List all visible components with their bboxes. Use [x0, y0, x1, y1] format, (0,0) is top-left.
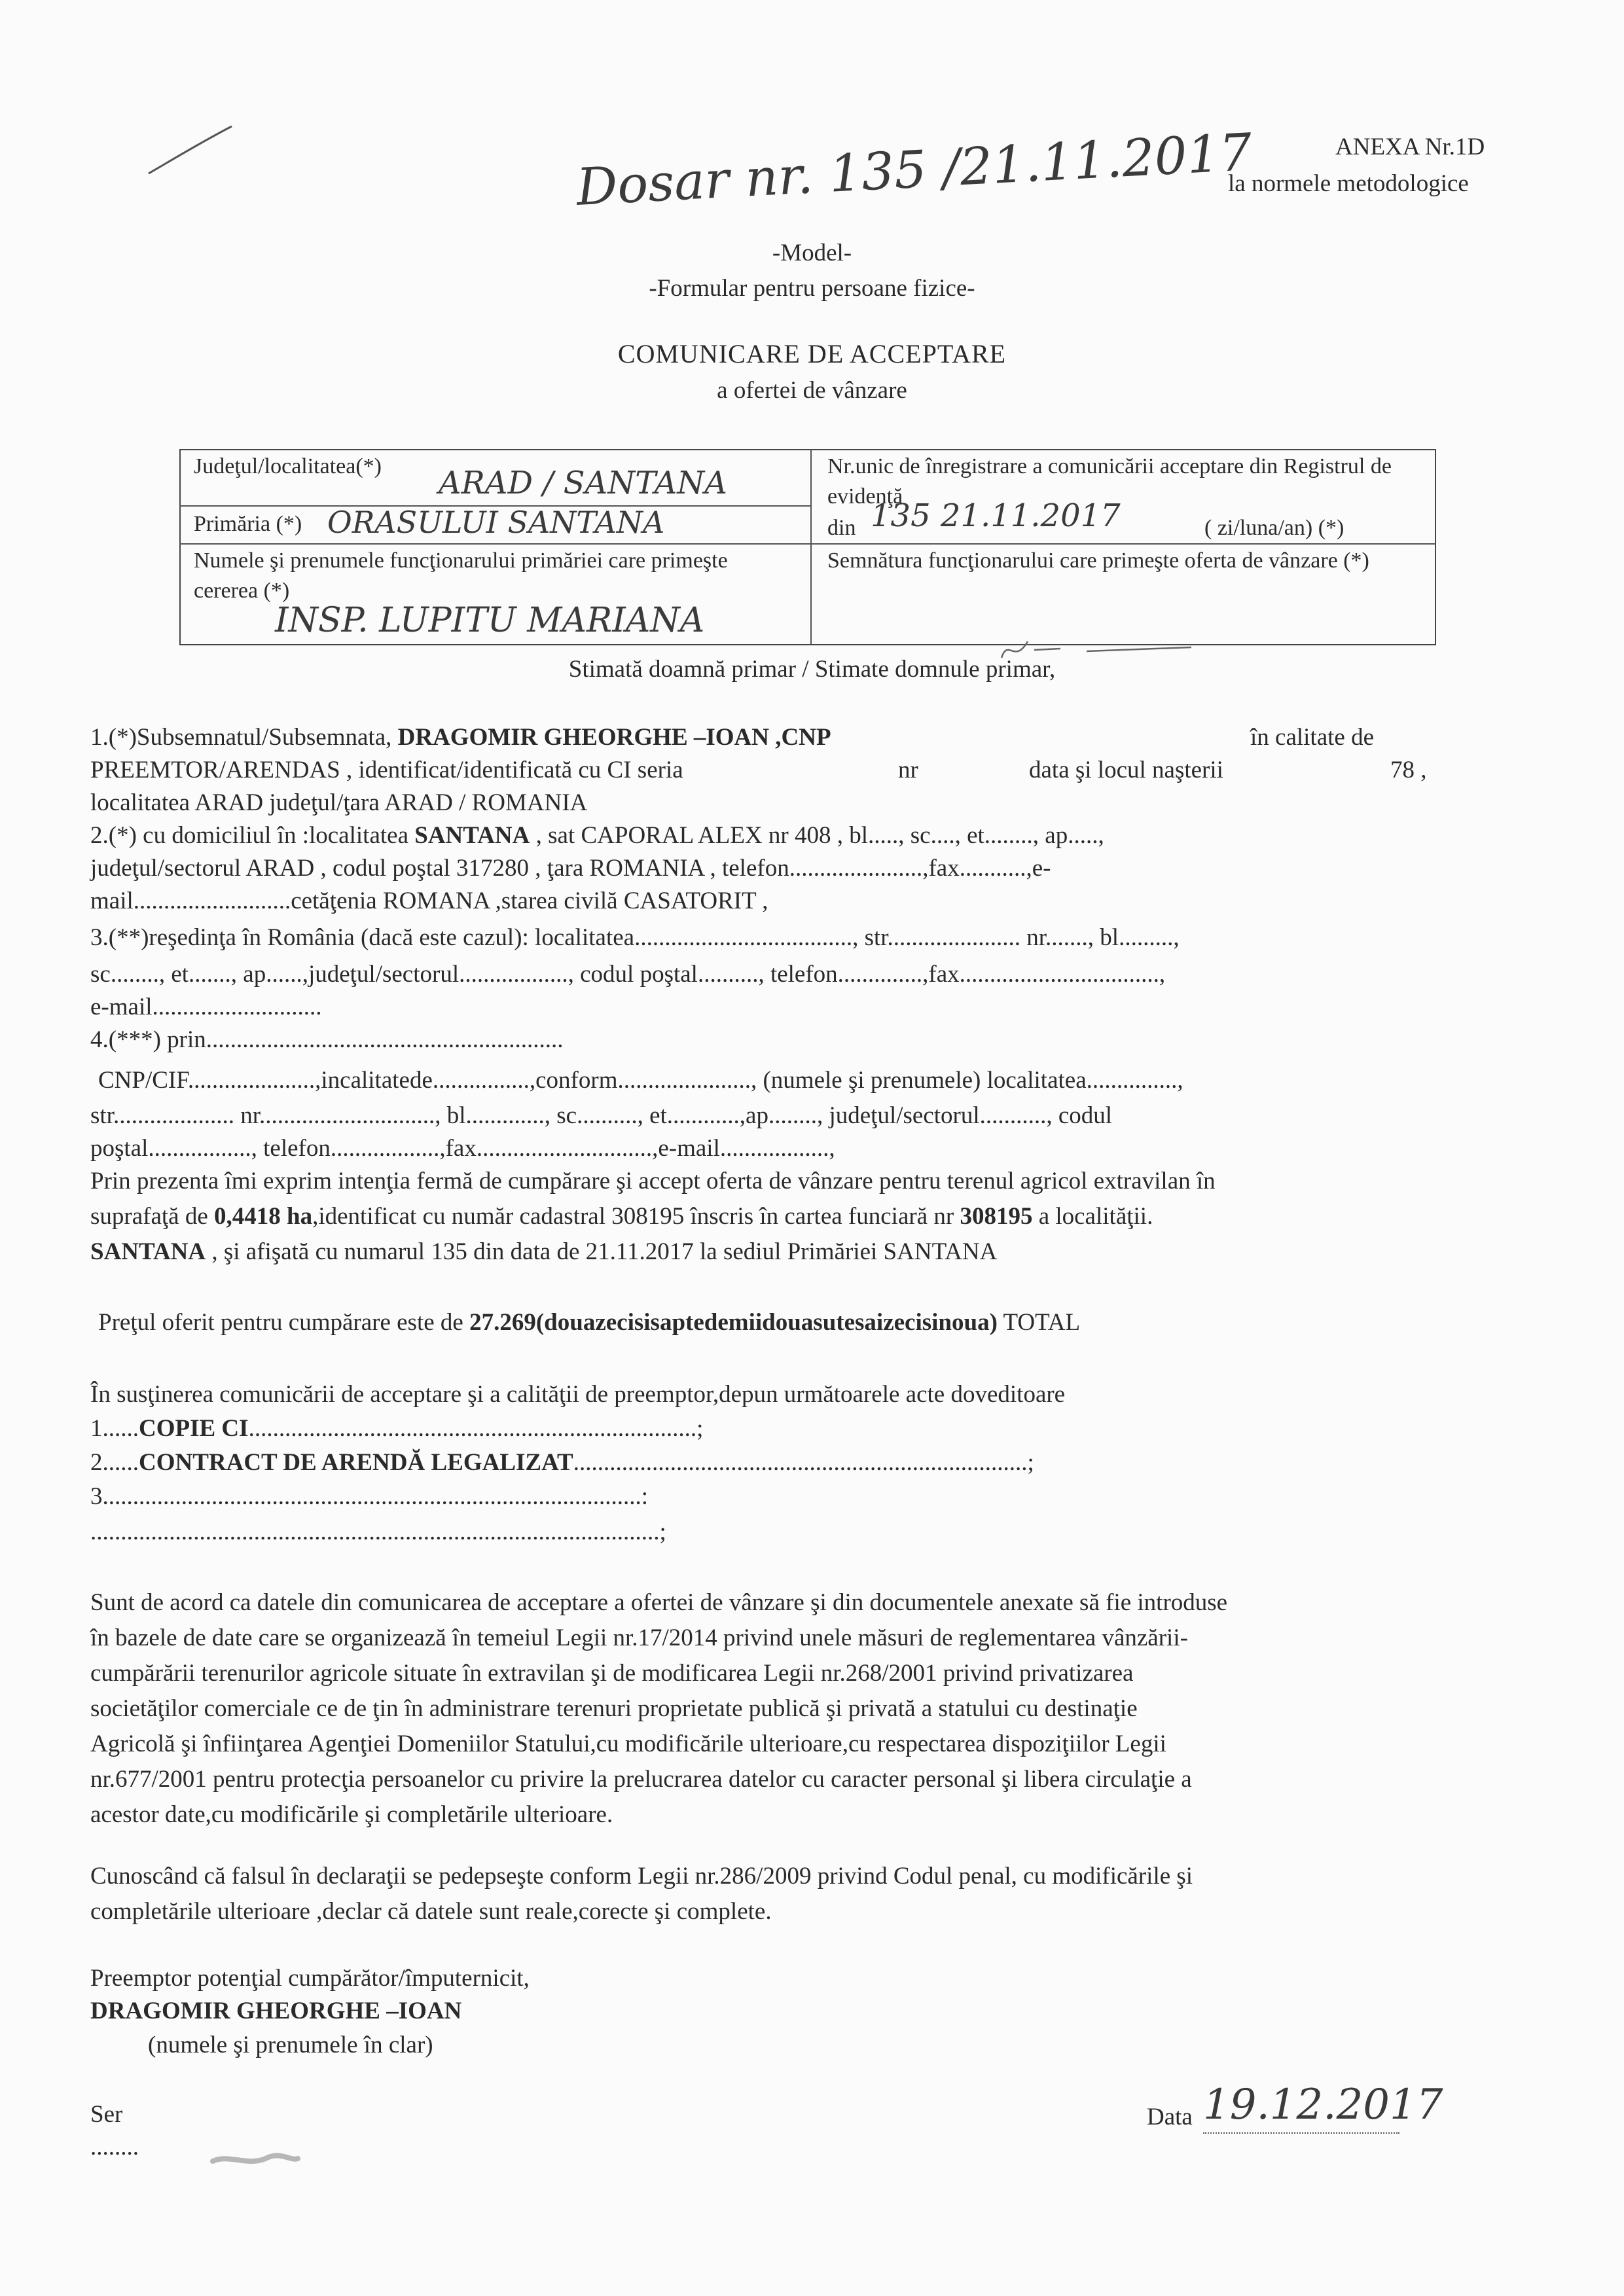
price-line: Preţul oferit pentru cumpărare este de 27.269(douazecisisaptedemiidouasutesaizecisinoua) TOTAL	[98, 1309, 1081, 1336]
fals-line-1: Cunoscând că falsul în declaraţii se pedepseşte conform Legii nr.286/2009 privind Codul penal, cu modificările şi	[90, 1863, 1193, 1890]
annex-title: ANEXA Nr.1D	[1335, 134, 1485, 160]
body-line-10: 4.(***) prin...........................................................	[90, 1026, 564, 1053]
gdpr-line-2: în bazele de date care se organizează în temeiul Legii nr.17/2014 privind unele măsuri de reglementarea vânzării-	[90, 1624, 1188, 1651]
body-line-6: mail..........................cetăţenia ROMANA ,starea civilă CASATORIT ,	[90, 888, 768, 914]
fals-line-2: completările ulterioare ,declar că datele sunt reale,corecte şi complete.	[90, 1898, 772, 1925]
body-line-13: poştal................., telefon..................,fax.............................,e-mail..................,	[90, 1135, 835, 1162]
salutation: Stimată doamnă primar / Stimate domnule primar,	[568, 656, 1056, 683]
document-title: COMUNICARE DE ACCEPTARE	[617, 339, 1007, 368]
body-line-1: 1.(*)Subsemnatul/Subsemnata, DRAGOMIR GHEORGHE –IOAN ,CNP	[90, 724, 831, 751]
formular-label: -Formular pentru persoane fizice-	[649, 275, 975, 302]
body-line-11: CNP/CIF.....................,incalitatede................,conform......................, (numele şi prenumele) localitatea...............,	[98, 1067, 1183, 1094]
primaria-label: Primăria (*)	[194, 512, 302, 536]
gdpr-line-6: nr.677/2001 pentru protecţia persoanelor cu privire la prelucrarea datelor cu caracter personal şi libera circulaţie a	[90, 1766, 1192, 1793]
gdpr-line-7: acestor date,cu modificările şi completările ulterioare.	[90, 1801, 613, 1828]
nr-unic-label: Nr.unic de înregistrare a comunicării acceptare din Registrul de evidenţă	[827, 454, 1392, 509]
annex-subtitle: la normele metodologice	[1228, 170, 1469, 197]
table-divider	[810, 449, 812, 644]
pen-mark	[145, 121, 237, 180]
document-subtitle: a ofertei de vânzare	[717, 377, 907, 404]
gdpr-line-1: Sunt de acord ca datele din comunicarea de acceptare a ofertei de vânzare şi din documentele anexate să fie introduse	[90, 1589, 1228, 1616]
data-underline	[1203, 2132, 1399, 2134]
act-2: 2......CONTRACT DE ARENDĂ LEGALIZAT...........................................................................;	[90, 1449, 1034, 1476]
table-row-line	[179, 543, 1435, 545]
body-line-16: SANTANA , şi afişată cu numarul 135 din data de 21.11.2017 la sediul Primăriei SANTANA	[90, 1238, 998, 1265]
signature-smudge	[209, 2148, 301, 2174]
body-line-7: 3.(**)reşedinţa în România (dacă este cazul): localitatea...................................., str...................... nr......., bl.........,	[90, 924, 1180, 951]
judet-value[interactable]: ARAD / SANTANA	[439, 465, 727, 501]
body-line-5: judeţul/sectorul ARAD , codul poştal 317280 , ţara ROMANIA , telefon......................,fax...........,e-	[90, 855, 1051, 882]
primaria-value[interactable]: ORASULUI SANTANA	[327, 505, 665, 540]
data-label: Data	[1147, 2104, 1193, 2130]
signature-role: Preemptor potenţial cumpărător/împuternicit,	[90, 1965, 530, 1992]
body-line-4: 2.(*) cu domiciliul în :localitatea SANTANA , sat CAPORAL ALEX nr 408 , bl....., sc...., et........, ap.....,	[90, 822, 1104, 849]
body-line-15: suprafaţă de 0,4418 ha,identificat cu număr cadastral 308195 înscris în cartea funciară nr 308195 a localităţii.	[90, 1203, 1153, 1230]
body-line-8: sc........, et......., ap......,judeţul/sectorul.................., codul poştal.........., telefon..............,fax.................................,	[90, 961, 1166, 988]
zi-luna-an-label: ( zi/luna/an) (*)	[1204, 516, 1344, 540]
body-line-2-end: 78 ,	[1390, 757, 1427, 783]
gdpr-line-3: cumpărării terenurilor agricole situate în extravilan şi de modificarea Legii nr.268/2001 privind privatizarea	[90, 1660, 1134, 1687]
data-value[interactable]: 19.12.2017	[1203, 2081, 1443, 2129]
act-4: ..............................................................................................;	[90, 1518, 666, 1545]
body-line-2: PREEMTOR/ARENDAS , identificat/identificată cu CI seria	[90, 757, 683, 783]
body-line-14: Prin prezenta îmi exprim intenţia fermă de cumpărare şi accept oferta de vânzare pentru terenul agricol extravilan în	[90, 1168, 1216, 1194]
signature-note: (numele şi prenumele în clar)	[148, 2032, 433, 2058]
body-line-12: str.................... nr............................., bl............., sc.........., et............,ap........, judeţul/sectorul..........., codul	[90, 1102, 1113, 1129]
functionar-label: Numele şi prenumele funcţionarului primăriei care primeşte cererea (*)	[194, 548, 728, 603]
judet-label: Judeţul/localitatea(*)	[194, 454, 382, 478]
ser-dots: ........	[90, 2134, 139, 2161]
act-3: 3.........................................................................................:	[90, 1483, 649, 1510]
dosar-handwritten: Dosar nr. 135 /21.11.2017	[575, 123, 1254, 217]
semnatura-label: Semnătura funcţionarului care primeşte oferta de vânzare (*)	[827, 548, 1369, 573]
gdpr-line-5: Agricolă şi înfiinţarea Agenţiei Domeniilor Statului,cu modificările ulterioare,cu respectarea dispoziţiilor Legii	[90, 1731, 1166, 1757]
body-line-2-nr: nr	[898, 757, 918, 783]
body-line-9: e-mail............................	[90, 994, 322, 1020]
din-label: din	[827, 516, 856, 540]
acte-intro: În susţinerea comunicării de acceptare şi a calităţii de preemptor,depun următoarele acte doveditoare	[90, 1381, 1066, 1408]
registru-value[interactable]: 135 21.11.2017	[871, 497, 1121, 534]
signature-name: DRAGOMIR GHEORGHE –IOAN	[90, 1998, 462, 2024]
body-line-3: localitatea ARAD judeţul/ţara ARAD / ROMANIA	[90, 789, 588, 816]
body-line-2-data: data şi locul naşterii	[1029, 757, 1223, 783]
gdpr-line-4: societăţilor comerciale ce de ţin în administrare terenuri proprietate publică şi privată a statului cu destinaţie	[90, 1695, 1138, 1722]
model-label: -Model-	[772, 240, 852, 266]
functionar-value[interactable]: INSP. LUPITU MARIANA	[275, 601, 705, 640]
body-line-1-end: în calitate de	[1250, 724, 1375, 751]
ser-label: Ser	[90, 2101, 123, 2128]
act-1: 1......COPIE CI..........................................................................;	[90, 1415, 704, 1442]
